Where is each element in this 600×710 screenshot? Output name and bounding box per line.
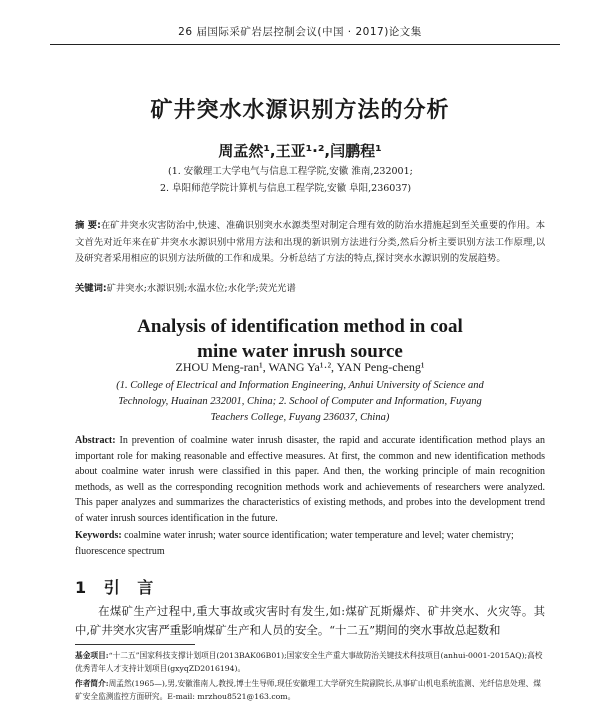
- header-rule: [50, 44, 560, 45]
- english-title-line-2: mine water inrush source: [197, 341, 403, 362]
- body-paragraph-text: 在煤矿生产过程中,重大事故或灾害时有发生,如:煤矿瓦斯爆炸、矿井突水、火灾等。其中,矿井突水灾害严重影响煤矿生产和人员的安全。“十二五”期间的突水事故总起数和: [75, 604, 545, 637]
- chinese-authors: 周孟然¹,王亚¹·²,闫鹏程¹: [218, 142, 382, 160]
- chinese-affiliation-1: (1. 安徽理工大学电气与信息工程学院,安徽 淮南,232001;: [168, 166, 413, 177]
- chinese-title: 矿井突水水源识别方法的分析: [150, 97, 450, 123]
- footnote-fund-label: 基金项目:: [75, 651, 109, 660]
- chinese-keywords: [75, 280, 545, 294]
- chinese-abstract-text: 在矿井突水灾害防治中,快速、准确识别突水水源类型对制定合理有效的防治水措施起到至关重要的作用。本文首先对近年来在矿井突水水源识别中常用方法和出现的新识别方法进行分类,然后分析主要识别方法工作原理,以及研究者采用相应的识别方法所做的工作和成果。分析总结了方法的特点,探讨突水水源识别的发展趋势。: [75, 220, 545, 264]
- english-title: [0, 314, 600, 364]
- section-heading: [75, 575, 153, 598]
- section-title: 引 言: [103, 578, 154, 597]
- english-abstract-label: Abstract:: [75, 435, 116, 446]
- chinese-affiliation-2: 2. 阜阳师范学院计算机与信息工程学院,安徽 阜阳,236037): [160, 183, 412, 194]
- section-number: 1: [75, 578, 87, 597]
- footnote-fund: [75, 649, 545, 675]
- english-keywords-text: coalmine water inrush; water source identification; water temperature and level; water chemistry; fluorescence spectrum: [75, 530, 514, 557]
- footnote-author-label: 作者简介:: [75, 679, 109, 688]
- english-abstract: [75, 433, 545, 526]
- english-affiliation-line-2: Technology, Huainan 232001, China; 2. School of Computer and Information, Fuyang: [118, 396, 482, 407]
- chinese-keywords-label: 关键词:: [75, 283, 107, 294]
- english-title-line-1: Analysis of identification method in coal: [137, 316, 463, 337]
- english-affiliation-line-3: Teachers College, Fuyang 236037, China): [210, 412, 390, 423]
- footnote-fund-text: “十二五”国家科技支撑计划项目(2013BAK06B01);国家安全生产重大事故防治关键技术科技项目(anhui-0001-2015AQ);高校优秀青年人才支持计划项目(gxyqZD2016194)。: [75, 651, 543, 673]
- footnote-author: [75, 677, 545, 703]
- english-keywords-label: Keywords:: [75, 530, 122, 541]
- english-affiliation-line-1: (1. College of Electrical and Information Engineering, Anhui University of Science and: [116, 380, 484, 391]
- footnote-author-text: 周孟然(1965—),男,安徽淮南人,教授,博士生导师,现任安徽理工大学研究生院副院长,从事矿山机电系统监测、光纤信息处理、煤矿安全监测监控方面研究。E-mail: mrzhou8521@163.com。: [75, 679, 541, 701]
- english-keywords: [75, 528, 545, 559]
- chinese-abstract: [75, 218, 545, 268]
- chinese-abstract-label: 摘 要:: [75, 220, 101, 231]
- chinese-keywords-text: 矿井突水;水源识别;水温水位;水化学;荧光光谱: [106, 283, 296, 294]
- running-header: 26 届国际采矿岩层控制会议(中国 · 2017)论文集: [178, 26, 422, 38]
- english-authors: ZHOU Meng-ran¹, WANG Ya¹·², YAN Peng-cheng¹: [175, 360, 425, 374]
- body-paragraph: [75, 602, 545, 640]
- english-abstract-text: In prevention of coalmine water inrush disaster, the rapid and accurate identification method plays an important role for making reasonable and effective measures. At first, the common and new identification methods about coalmine water inrush were classified in this paper. And then, the working principle of main recognition methods, as well as the corresponding recognition methods work and achievements of researchers were analyzed. This paper analyzes and summarizes the characteristics of existing methods, and probes into the development trend of water inrush sources identification in the future.: [75, 435, 546, 524]
- footnote-rule: [75, 644, 195, 645]
